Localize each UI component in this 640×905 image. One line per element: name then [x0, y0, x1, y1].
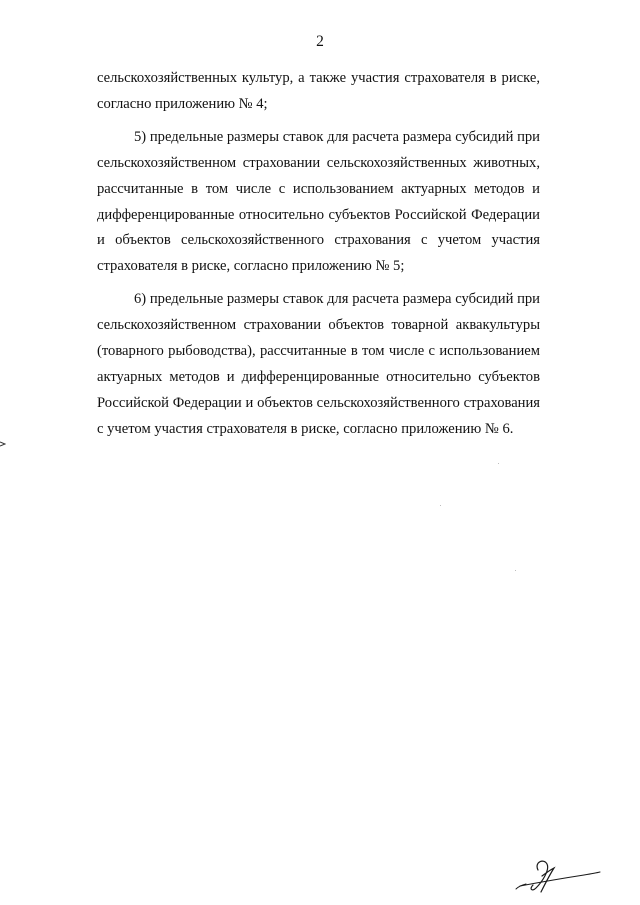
scan-speck	[440, 505, 441, 506]
scan-speck	[498, 463, 499, 464]
paragraph-item-5: 5) предельные размеры ставок для расчета размера субсидий при сельскохозяйственном страховании сельскохозяйственных животных, рассчитанные в том числе с использованием актуарных методов и дифференцированные относительно субъектов Российской Федерации и объектов сельскохозяйственного страхования с учетом участия страхователя в риске, согласно приложению № 5;	[97, 128, 540, 275]
page-number: 2	[316, 33, 324, 50]
paragraph-continuation: сельскохозяйственных культур, а также участия страхователя в риске, согласно приложению № 4;	[97, 70, 540, 112]
paragraph-item-6: 6) предельные размеры ставок для расчета размера субсидий при сельскохозяйственном страховании объектов товарной аквакультуры (товарного рыбоводства), рассчитанные в том числе с использованием актуарных методов и дифференцированные относительно субъектов Российской Федерации и объектов сельскохозяйственного страхования с учетом участия страхователя в риске, согласно приложению № 6.	[97, 291, 540, 437]
signature-icon	[514, 856, 604, 896]
document-body	[97, 66, 540, 443]
scan-speck	[515, 570, 516, 571]
margin-tick-mark	[0, 441, 6, 447]
